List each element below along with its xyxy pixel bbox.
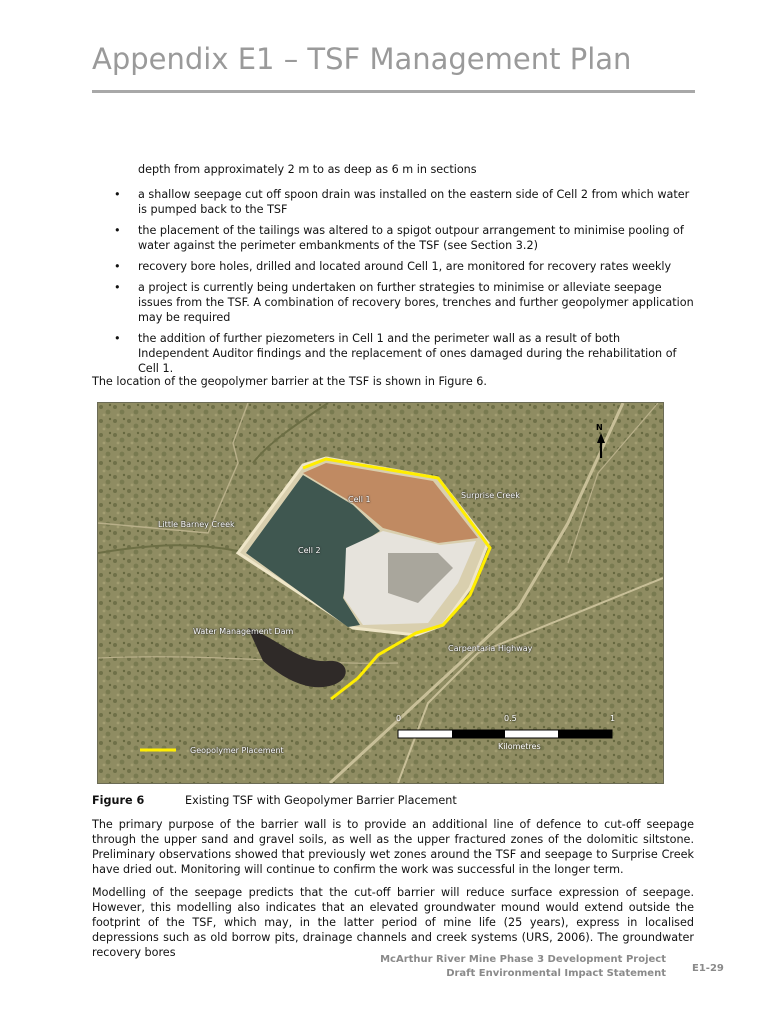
bullet-text: the placement of the tailings was altered to a spigot outpour arrangement to minimise pooling of water against the perimeter embankments of the TSF (see Section 3.2) <box>138 224 684 252</box>
scale-bar-segment <box>452 730 505 738</box>
header-rule <box>92 90 695 93</box>
list-item <box>112 187 694 217</box>
label-surprise-creek: Surprise Creek <box>461 491 520 500</box>
scale-bar-segment <box>558 730 612 738</box>
bullet-glyph: • <box>114 188 121 201</box>
north-label: N <box>596 423 603 432</box>
bullet-text: a project is currently being undertaken on further strategies to minimise or alleviate seepage issues from the TSF. A combination of recovery bores, trenches and further geopolymer application may be required <box>138 281 694 324</box>
legend-label-geopolymer: Geopolymer Placement <box>190 746 284 755</box>
footer-document-title: Draft Environmental Impact Statement <box>446 968 666 979</box>
label-cell-1: Cell 1 <box>348 495 371 504</box>
bullet-text: recovery bore holes, drilled and located around Cell 1, are monitored for recovery rates weekly <box>138 260 672 273</box>
scale-label-one: 1 <box>610 714 616 723</box>
bullet-text: the addition of further piezometers in Cell 1 and the perimeter wall as a result of both Independent Auditor findings and the replacement of ones damaged during the rehabilitation of Cell 1. <box>138 332 677 375</box>
label-little-barney-creek: Little Barney Creek <box>158 520 235 529</box>
label-cell-2: Cell 2 <box>298 546 321 555</box>
page-header-title: Appendix E1 – TSF Management Plan <box>92 42 632 76</box>
footer-project-title: McArthur River Mine Phase 3 Development Project <box>380 954 666 965</box>
bullet-glyph: • <box>114 224 121 237</box>
aerial-map-figure <box>97 402 664 784</box>
label-carpentaria-highway: Carpentaria Highway <box>448 644 533 653</box>
label-water-management-dam: Water Management Dam <box>193 627 294 636</box>
figure-caption: Existing TSF with Geopolymer Barrier Placement <box>185 794 457 807</box>
scale-label-zero: 0 <box>396 714 402 723</box>
scale-label-half: 0.5 <box>504 714 517 723</box>
scale-unit-label: Kilometres <box>498 742 541 751</box>
figure-intro-text: The location of the geopolymer barrier at the TSF is shown in Figure 6. <box>92 375 487 388</box>
list-item <box>112 280 694 325</box>
bullet-list <box>112 187 694 382</box>
continuation-text: depth from approximately 2 m to as deep as 6 m in sections <box>138 163 477 176</box>
list-item <box>112 259 694 274</box>
aerial-map-graphic <box>98 403 663 783</box>
list-item <box>112 331 694 376</box>
bullet-glyph: • <box>114 260 121 273</box>
paragraph-primary-purpose: The primary purpose of the barrier wall is to provide an additional line of defence to cut-off seepage through the upper sand and gravel soils, as well as the upper fractured zones of the dolomitic siltstone. Preliminary observations showed that previously wet zones around the TSF and seepage to Surprise Creek have dried out. Monitoring will continue to confirm the work was successful in the longer term. <box>92 818 694 876</box>
figure-number: Figure 6 <box>92 794 145 807</box>
list-item <box>112 223 694 253</box>
page-number: E1-29 <box>692 963 724 974</box>
paragraph-modelling: Modelling of the seepage predicts that the cut-off barrier will reduce surface expression of seepage. However, this modelling also indicates that an elevated groundwater mound would extend outside the footprint of the TSF, which may, in the latter period of mine life (25 years), express in localised depressions such as old borrow pits, drainage channels and creek systems (URS, 2006). The groundwater recovery bores <box>92 886 694 959</box>
bullet-glyph: • <box>114 332 121 345</box>
bullet-glyph: • <box>114 281 121 294</box>
bullet-text: a shallow seepage cut off spoon drain was installed on the eastern side of Cell 2 from which water is pumped back to the TSF <box>138 188 690 216</box>
